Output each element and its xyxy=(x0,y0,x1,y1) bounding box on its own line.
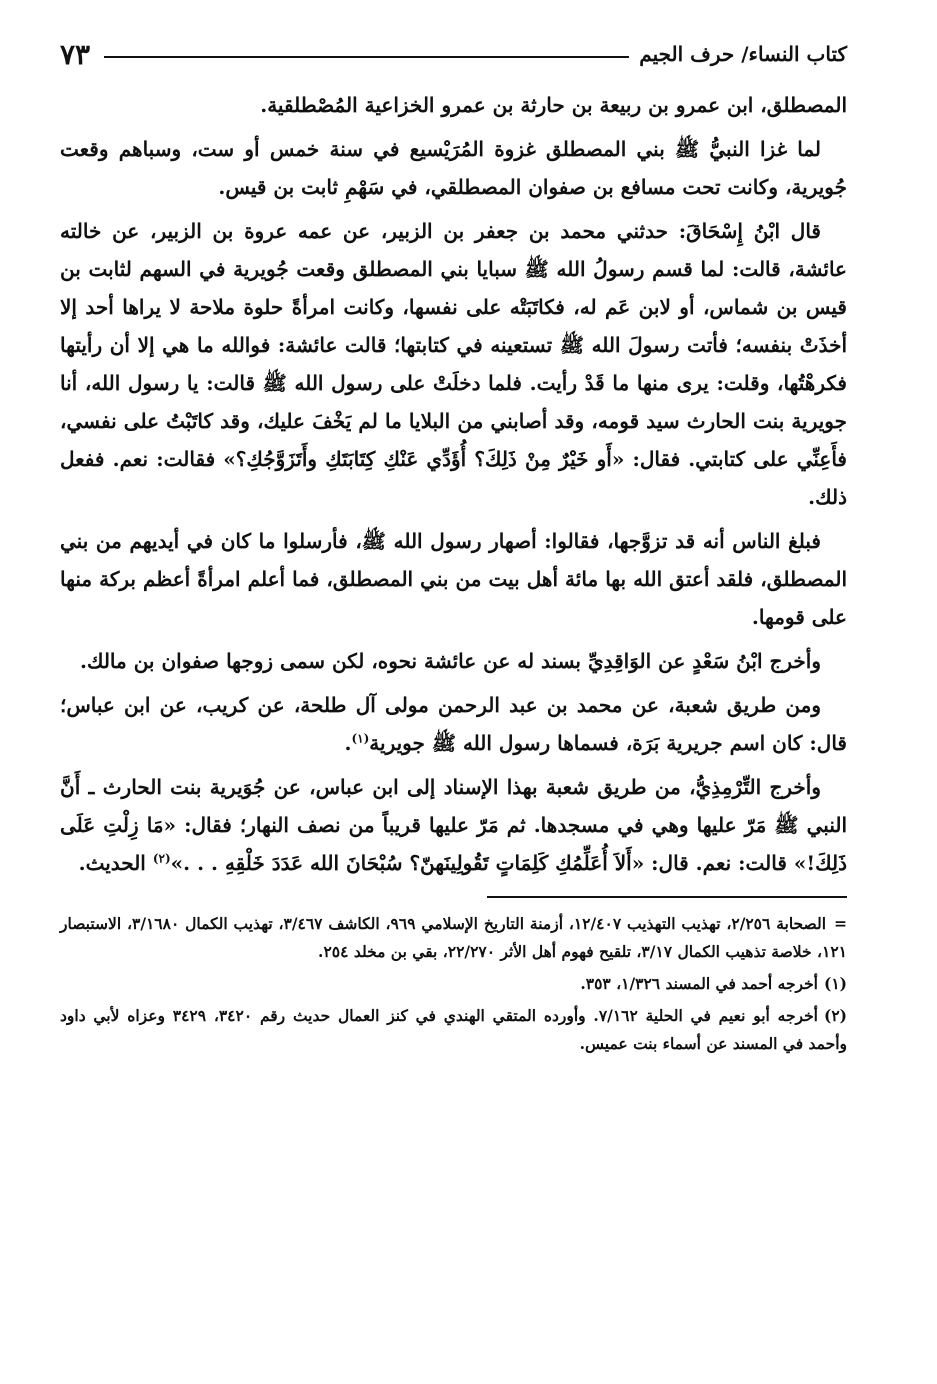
main-text xyxy=(60,86,847,882)
continuation-mark: = xyxy=(834,914,848,933)
footnote-ref-2[interactable]: (٢) xyxy=(152,851,171,866)
paragraph-7 xyxy=(60,768,847,882)
paragraph-7-text: وأخرج التِّرْمِذِيُّ، من طريق شعبة بهذا الإسناد إلى ابن عباس، عن جُوَيرية بنت الحارث ـ أَنَّ النبي ﷺ مَرّ عليها وهي في مسجدها. ثم مَرّ عليها قريباً من نصف النهار؛ فقال: «مَا زِلْتِ عَلَى ذَلِكَ!» قالت: نعم. قال: «أَلاَ أُعَلِّمُكِ كَلِمَاتٍ تَقُولِينَهنّ؟ سُبْحَانَ الله عَدَدَ خَلْقِهِ . . .» xyxy=(60,775,847,875)
paragraph-2: لما غزا النبيُّ ﷺ بني المصطلق غزوة المُرَيْسيع في سنة خمس أو ست، وسباهم وقعت جُويرية، وكانت تحت مسافع بن صفوان المصطلقي، في سَهْمِ ثابت بن قيس. xyxy=(60,137,847,199)
paragraph-5: وأخرج ابْنُ سَعْدٍ عن الوَاقِدِيِّ بسند له عن عائشة نحوه، لكن سمى زوجها صفوان بن مالك. xyxy=(80,649,821,673)
running-title: كتاب النساء/ حرف الجيم xyxy=(639,42,847,66)
header-rule xyxy=(104,56,629,58)
footnote-continuation xyxy=(60,910,847,966)
footnotes xyxy=(60,910,847,1058)
paragraph-1: المصطلق، ابن عمرو بن ربيعة بن حارثة بن عمرو الخزاعية المُصْطلقية. xyxy=(260,93,847,117)
paragraph-7-end: الحديث. xyxy=(78,851,153,875)
paragraph-6-end: . xyxy=(344,731,352,755)
page-number: ٧٣ xyxy=(60,37,91,71)
footnote-text: أخرجه أحمد في المسند ١/٣٢٦، ٣٥٣. xyxy=(580,974,818,993)
footnote-number: (١) xyxy=(823,974,847,993)
footnote-divider xyxy=(487,896,847,898)
footnote-continuation-text: الصحابة ٢/٢٥٦، تهذيب التهذيب ١٢/٤٠٧، أزمنة التاريخ الإسلامي ٩٦٩، الكاشف ٣/٤٦٧، تهذيب الكمال ٣/١٦٨٠، الاستبصار ١٢١، خلاصة تذهيب الكمال ٣/١٧، تلقيح فهوم أهل الأثر ٢٢/٢٧٠، بقي بن مخلد ٢٥٤. xyxy=(60,914,847,961)
page xyxy=(60,28,847,1358)
paragraph-3: قال ابْنُ إِسْحَاقَ: حدثني محمد بن جعفر بن الزبير، عن عمه عروة بن الزبير، عن خالته عائشة، قالت: لما قسم رسولُ الله ﷺ سبايا بني المصطلق وقعت جُويرية في السهم لثابت بن قيس بن شماس، أو لابن عَم له، فكاتَبَتْه على نفسها، وكانت امرأةً حلوة ملاحة لا يراها أحد إلا أخذَتْ بنفسه؛ فأتت رسولَ الله ﷺ تستعينه في كتابتها؛ قالت عائشة: فوالله ما هي إلا أن رأيتها فكرهْتُها، وقلت: يرى منها ما قَدْ رأيت. فلما دخلَتْ على رسول الله ﷺ قالت: يا رسول الله، أنا جويرية بنت الحارث سيد قومه، وقد أصابني من البلايا ما لم يَخْفَ عليك، وقد كاتَبْتُ على نفسي، فأَعِنِّي على كتابتي. فقال: «أَو خَيْرٌ مِنْ ذَلِكَ؟ أُؤَدِّي عَنْكِ كِتَابَتَكِ وأَتَزَوَّجُكِ؟» فقالت: نعم. ففعل ذلك. xyxy=(60,219,847,509)
footnote-2 xyxy=(60,1002,847,1058)
footnote-1 xyxy=(60,970,847,998)
paragraph-6-text: ومن طريق شعبة، عن محمد بن عبد الرحمن مولى آل طلحة، عن كريب، عن ابن عباس؛ قال: كان اسم جريرية بَرَة، فسماها رسول الله ﷺ جويرية xyxy=(60,693,847,755)
page-header xyxy=(60,28,847,80)
footnote-ref-1[interactable]: (١) xyxy=(351,731,370,746)
footnote-text: أخرجه أبو نعيم في الحلية ٧/١٦٢. وأورده المتقي الهندي في كنز العمال حديث رقم ٣٤٢٠، ٣٤٢٩ وعزاه لأبي داود وأحمد في المسند عن أسماء بنت عميس. xyxy=(60,1006,847,1053)
paragraph-4: فبلغ الناس أنه قد تزوَّجها، فقالوا: أصهار رسول الله ﷺ، فأرسلوا ما كان في أيديهم من بني المصطلق، فلقد أعتق الله بها مائة أهل بيت من بني المصطلق، فما أعلم امرأةً أعظم بركة منها على قومها. xyxy=(60,529,847,629)
footnote-number: (٢) xyxy=(823,1006,847,1025)
paragraph-6 xyxy=(60,686,847,762)
